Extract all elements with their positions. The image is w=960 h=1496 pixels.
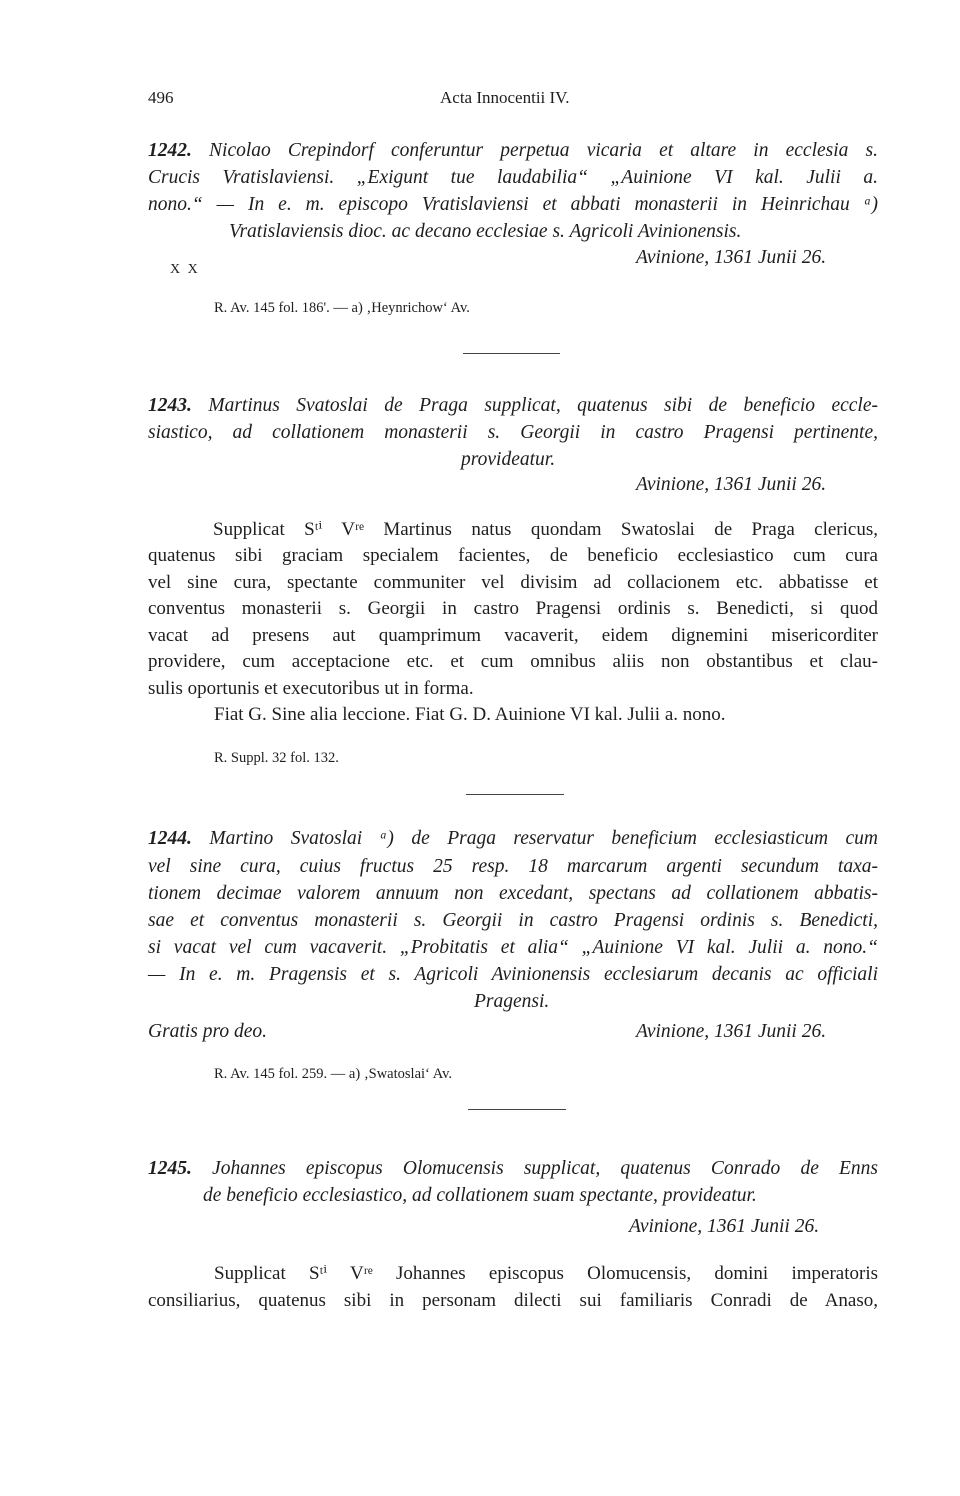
entry-1245-body-line-1: Supplicat Sᵗⁱ Vʳᵉ Johannes episcopus Olomucensis, domini imperatoris [214, 1263, 878, 1284]
entry-1242-summary-line-4: Vratislaviensis dioc. ac decano ecclesiae s. Agricoli Avinionensis. [229, 221, 742, 242]
entry-1244-summary-line-7: Pragensi. [474, 991, 550, 1012]
entry-1243-body-line-5: vacat ad presens aut quamprimum vacaverit, eidem dignemini misericorditer [148, 625, 878, 646]
entry-1243-body-line-7: sulis oportunis et executoribus ut in forma. [148, 678, 474, 699]
entry-1243-body-line-6: providere, cum acceptacione etc. et cum omnibus aliis non obstantibus et clau- [148, 651, 878, 672]
entry-1242-source: R. Av. 145 fol. 186'. — a) ‚Heynrichow‘ Av. [214, 300, 470, 316]
entry-1243-number: 1243. [148, 395, 192, 416]
entry-1243-fiat-line: Fiat G. Sine alia leccione. Fiat G. D. Auinione VI kal. Julii a. nono. [214, 704, 726, 725]
entry-1243-body-line-1: Supplicat Sᵗⁱ Vʳᵉ Martinus natus quondam Swatoslai de Praga clericus, [213, 519, 878, 540]
entry-1243-body-line-4: conventus monasterii s. Georgii in castro Pragensi ordinis s. Benedicti, si quod [148, 598, 878, 619]
entry-1245-body-line-2: consiliarius, quatenus sibi in personam dilecti sui familiaris Conradi de Anaso, [148, 1290, 878, 1311]
entry-1244-number: 1244. [148, 828, 192, 849]
page-number: 496 [148, 88, 174, 107]
entry-1244-gratis: Gratis pro deo. [148, 1021, 267, 1042]
entry-1242-summary-line-1: 1242. Nicolao Crepindorf conferuntur perpetua vicaria et altare in ecclesia s. [148, 140, 878, 161]
section-divider [463, 353, 560, 354]
entry-1242-date: Avinione, 1361 Junii 26. [636, 247, 827, 268]
entry-1244-summary-line-5: si vacat vel cum vacaverit. „Probitatis et alia“ „Auinione VI kal. Julii a. nono.“ [148, 937, 878, 958]
running-title: Acta Innocentii IV. [440, 88, 570, 107]
entry-1244-summary-line-6: — In e. m. Pragensis et s. Agricoli Avinionensis ecclesiarum decanis ac officiali [148, 964, 878, 985]
entry-1244-source: R. Av. 145 fol. 259. — a) ‚Swatoslai‘ Av. [214, 1066, 453, 1082]
entry-1242-number: 1242. [148, 140, 192, 161]
entry-1244-summary-line-2: vel sine cura, cuius fructus 25 resp. 18 marcarum argenti secundum taxa- [148, 856, 878, 877]
entry-1243-body-line-2: quatenus sibi graciam specialem facientes, de beneficio ecclesiastico cum cura [148, 545, 878, 566]
entry-1245-summary-line-2: de beneficio ecclesiastico, ad collationem suam spectante, provideatur. [203, 1185, 757, 1206]
entry-1243-source: R. Suppl. 32 fol. 132. [214, 750, 339, 766]
entry-1245-number: 1245. [148, 1158, 192, 1179]
entry-1245-summary-line-1: 1245. Johannes episcopus Olomucensis supplicat, quatenus Conrado de Enns [148, 1158, 879, 1179]
entry-1244-summary-line-3: tionem decimae valorem annuum non excedant, spectans ad collationem abbatis- [148, 883, 878, 904]
entry-1242-margin-marks: X X [170, 262, 200, 277]
entry-1244-date: Avinione, 1361 Junii 26. [636, 1021, 827, 1042]
entry-1244-summary-line-4: sae et conventus monasterii s. Georgii in castro Pragensi ordinis s. Benedicti, [148, 910, 878, 931]
entry-1243-summary-line-2: siastico, ad collationem monasterii s. Georgii in castro Pragensi pertinente, [148, 422, 878, 443]
section-divider [466, 794, 564, 795]
entry-1242-summary-line-3: nono.“ — In e. m. episcopo Vratislaviensi et abbati monasterii in Heinrichau ᵃ) [148, 194, 878, 215]
entry-1243-summary-line-3: provideatur. [461, 449, 556, 470]
entry-1243-body-line-3: vel sine cura, spectante communiter vel divisim ad collacionem etc. abbatisse et [148, 572, 878, 593]
entry-1242-summary-line-2: Crucis Vratislaviensi. „Exigunt tue laudabilia“ „Auinione VI kal. Julii a. [148, 167, 878, 188]
entry-1243-summary-line-1: 1243. Martinus Svatoslai de Praga supplicat, quatenus sibi de beneficio eccle- [148, 395, 878, 416]
entry-1244-summary-line-1: 1244. Martino Svatoslai ᵃ) de Praga reservatur beneficium ecclesiasticum cum [148, 828, 879, 849]
entry-1243-date: Avinione, 1361 Junii 26. [636, 474, 827, 495]
section-divider [468, 1109, 566, 1110]
entry-1245-date: Avinione, 1361 Junii 26. [629, 1216, 820, 1237]
